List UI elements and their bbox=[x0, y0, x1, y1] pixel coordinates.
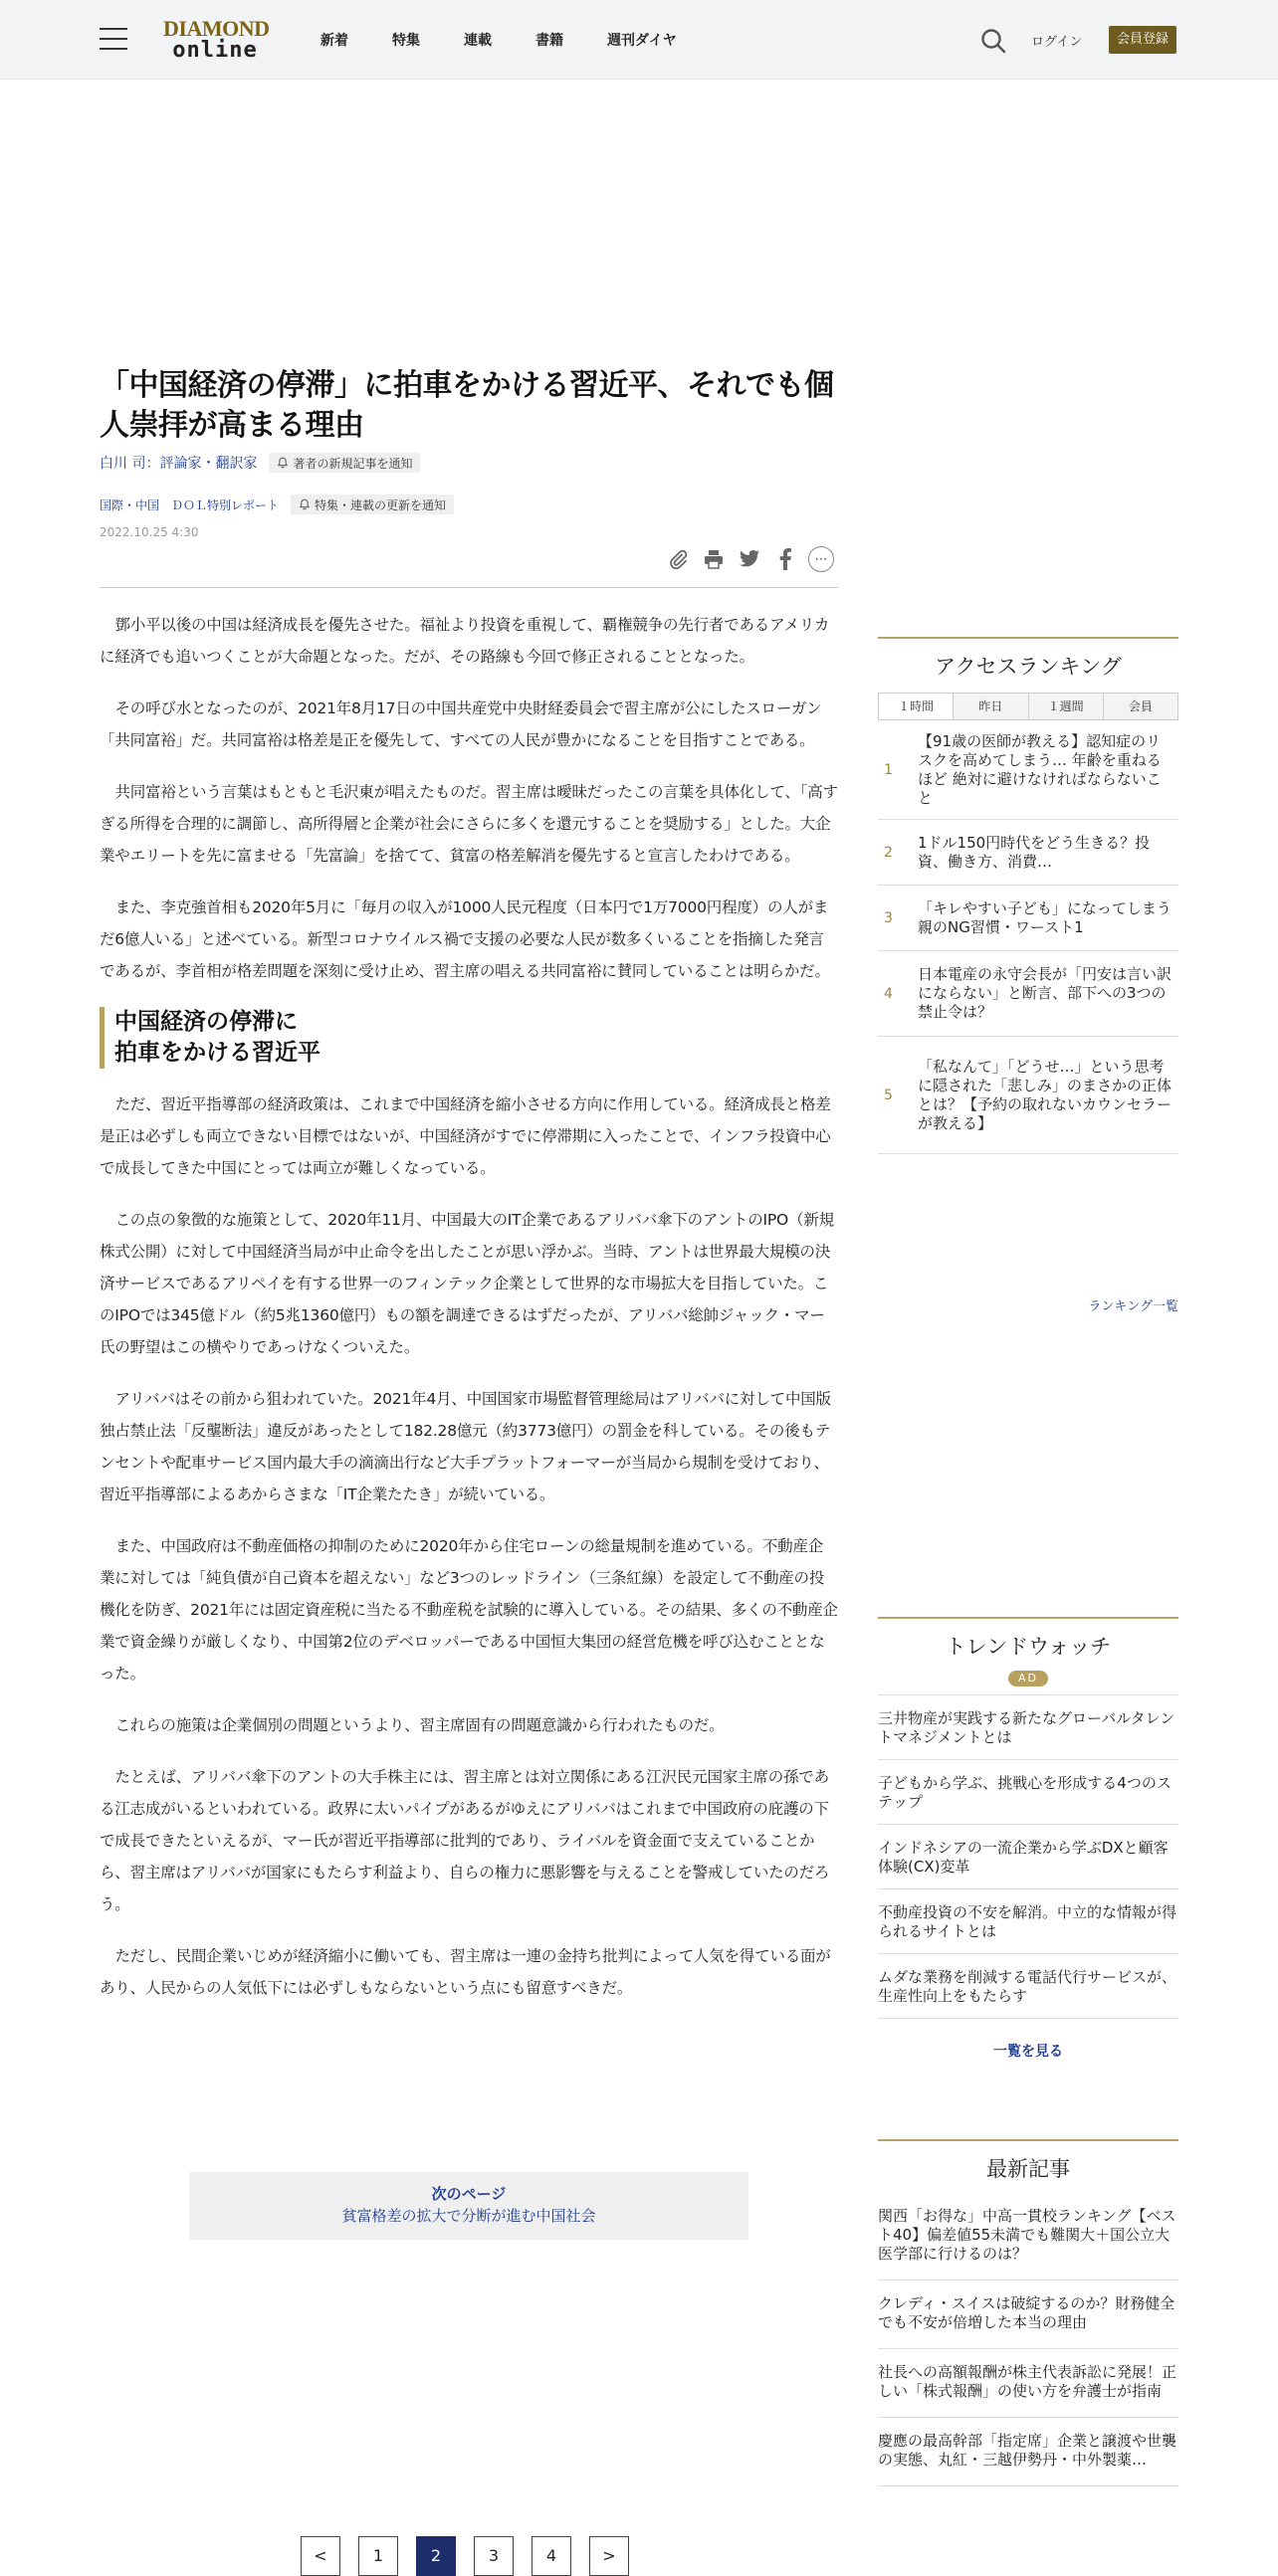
rank-title: 「キレやすい子ども」になってしまう親のNG習慣・ワースト1 bbox=[918, 898, 1172, 936]
nav-series[interactable]: 連載 bbox=[464, 33, 492, 49]
tab-yesterday[interactable]: 昨日 bbox=[953, 694, 1027, 719]
author-row bbox=[100, 453, 420, 473]
login-link[interactable]: ログイン bbox=[1031, 35, 1083, 50]
author-link[interactable]: 白川 司：評論家・翻訳家 bbox=[100, 456, 258, 472]
next-page-title: 貧富格差の拡大で分断が進む中国社会 bbox=[341, 2207, 596, 2225]
share-bar bbox=[665, 545, 834, 573]
rank-number: 4 bbox=[884, 985, 893, 1002]
site-logo[interactable] bbox=[163, 16, 270, 63]
article-title: 「中国経済の停滞」に拍車をかける習近平、それでも個人崇拝が高まる理由 bbox=[100, 368, 834, 443]
trend-item[interactable]: ムダな業務を削減する電話代行サービスが、生産性向上をもたらす bbox=[878, 1954, 1178, 2019]
latest-item[interactable]: 慶應の最高幹部「指定席」企業と譲渡や世襲の実態、丸紅・三越伊勢丹・中外製薬… bbox=[878, 2418, 1178, 2486]
author-follow-button[interactable] bbox=[269, 453, 420, 473]
ranking-item[interactable] bbox=[878, 720, 1178, 820]
pager-prev-button[interactable]: < bbox=[301, 2536, 340, 2576]
article-paragraph: 共同富裕という言葉はもともと毛沢東が唱えたものだ。習主席は曖昧だったこの言葉を具体化して、「高すぎる所得を合理的に調節し、高所得層と企業が社会にさらに多くを還元することを奨励する」とした。大企業やエリートを先に富ませる「先富論」を捨てて、貧富の格差解消を優先すると宣言したわけである。 bbox=[100, 783, 838, 865]
logo-bottom: online bbox=[172, 38, 258, 63]
pagination bbox=[301, 2536, 629, 2576]
trend-item[interactable]: 三井物産が実践する新たなグローバルタレントマネジメントとは bbox=[878, 1695, 1178, 1760]
ranking-item[interactable] bbox=[878, 951, 1178, 1037]
section-heading-line2: 拍車をかける習近平 bbox=[114, 1040, 320, 1066]
article-paragraph: これらの施策は企業個別の問題というより、習主席固有の問題意識から行われたものだ。 bbox=[114, 1716, 725, 1734]
pager-page-4[interactable]: 4 bbox=[532, 2536, 571, 2576]
trend-item[interactable]: インドネシアの一流企業から学ぶDXと顧客体験(CX)変革 bbox=[878, 1825, 1178, 1889]
tab-members[interactable]: 会員 bbox=[1103, 694, 1177, 719]
main-nav bbox=[320, 30, 721, 50]
trend-widget bbox=[878, 1617, 1178, 2061]
rank-title: 1ドル150円時代をどう生きる？投資、働き方、消費… bbox=[918, 833, 1151, 871]
trend-title-text: トレンドウォッチ bbox=[945, 1635, 1112, 1659]
latest-title: 最新記事 bbox=[878, 2139, 1178, 2183]
menu-icon[interactable] bbox=[100, 28, 127, 50]
print-icon[interactable] bbox=[701, 545, 727, 573]
bell-icon bbox=[299, 498, 311, 510]
ranking-item[interactable] bbox=[878, 1037, 1178, 1154]
category-link-china[interactable]: 国際・中国 bbox=[100, 497, 160, 512]
latest-item[interactable]: 社長への高額報酬が株主代表訴訟に発展！正しい「株式報酬」の使い方を弁護士が指南 bbox=[878, 2349, 1178, 2418]
rank-title: 「私なんて」「どうせ…」という思考に隠された「悲しみ」のまさかの正体とは？【予約の取れないカウンセラーが教える】 bbox=[918, 1057, 1172, 1132]
rank-number: 3 bbox=[884, 909, 893, 926]
ranking-more-link[interactable]: ランキング一覧 bbox=[1088, 1299, 1178, 1314]
nav-books[interactable]: 書籍 bbox=[535, 33, 563, 49]
ranking-title: アクセスランキング bbox=[878, 637, 1178, 681]
search-icon[interactable] bbox=[979, 27, 1007, 55]
rank-number: 1 bbox=[884, 761, 893, 778]
article-paragraph: この点の象徴的な施策として、2020年11月、中国最大のIT企業であるアリババ傘下のアントのIPO（新規株式公開）に対して中国経済当局が中止命令を出したことが思い浮かぶ。当時、アントは世界最大規模の決済サービスであるアリペイを有する世界一のフィンテック企業として世界的な市場拡大を目指していた。このIPOでは345億ドル（約5兆1360億円）もの額を調達できるはずだったが、アリババ総帥ジャック・マー氏の野望はこの横やりであっけなくついえた。 bbox=[100, 1211, 834, 1356]
article-paragraph: 鄧小平以後の中国は経済成長を優先させた。福祉より投資を重視して、覇権競争の先行者であるアメリカに経済でも追いつくことが大命題となった。だが、その路線も今回で修正されることとなった。 bbox=[100, 616, 830, 666]
article-body bbox=[100, 609, 838, 2024]
trend-see-all-link[interactable]: 一覧を見る bbox=[993, 2044, 1063, 2060]
category-row bbox=[100, 495, 454, 514]
article-header bbox=[100, 366, 838, 446]
ad-badge: AD bbox=[1008, 1671, 1048, 1686]
trend-title bbox=[878, 1617, 1178, 1688]
series-follow-button[interactable] bbox=[291, 495, 454, 514]
rank-title: 日本電産の永守会長が「円安は言い訳にならない」と断言、部下への3つの禁止令は？ bbox=[918, 965, 1172, 1021]
article-paragraph: また、李克強首相も2020年5月に「毎月の収入が1000人民元程度（日本円で1万7000円程度）の人がまだ6億人いる」と述べている。新型コロナウイルス禍で支援の必要な人民が数多くいることを指摘した発言であるが、李首相が格差問題を深刻に受け止め、習主席の唱える共同富裕に賛同していることは明らかだ。 bbox=[100, 898, 830, 980]
logo-top: DIAMOND bbox=[163, 16, 270, 41]
ranking-item[interactable] bbox=[878, 886, 1178, 951]
nav-features[interactable]: 特集 bbox=[392, 33, 420, 49]
tab-1week[interactable]: １週間 bbox=[1028, 694, 1103, 719]
article-paragraph: たとえば、アリババ傘下のアントの大手株主には、習主席とは対立関係にある江沢民元国家主席の孫である江志成がいるといわれている。政界に太いパイプがあるがゆえにアリババはこれまで中国政府の庇護の下で成長できたといえるが、マー氏が習近平指導部に批判的であり、ライバルを資金面で支えていることから、習主席はアリババが国家にもたらす利益より、自らの権力に悪影響を与えることを警戒していたのだろう。 bbox=[100, 1768, 830, 1913]
section-heading bbox=[100, 1007, 838, 1069]
ranking-widget bbox=[878, 637, 1178, 1154]
register-button[interactable]: 会員登録 bbox=[1109, 26, 1176, 54]
nav-new[interactable]: 新着 bbox=[320, 33, 348, 49]
article-paragraph: その呼び水となったのが、2021年8月17日の中国共産党中央財経委員会で習主席が公にしたスローガン「共同富裕」だ。共同富裕は格差是正を優先して、すべての人民が豊かになることを目指すことである。 bbox=[100, 699, 822, 749]
publish-date: 2022.10.25 4:30 bbox=[100, 525, 199, 539]
rank-number: 2 bbox=[884, 844, 893, 861]
pager-next-button[interactable]: > bbox=[589, 2536, 629, 2576]
section-heading-line1: 中国経済の停滞に bbox=[114, 1009, 298, 1035]
pager-page-1[interactable]: 1 bbox=[358, 2536, 398, 2576]
latest-item[interactable]: クレディ・スイスは破綻するのか？財務健全でも不安が倍増した本当の理由 bbox=[878, 2280, 1178, 2349]
rank-title: 【91歳の医師が教える】認知症のリスクを高めてしまう… 年齢を重ねるほど 絶対に避けなければならないこと bbox=[918, 731, 1162, 807]
ranking-tabs bbox=[878, 693, 1178, 720]
article-paragraph: また、中国政府は不動産価格の抑制のために2020年から住宅ローンの総量規制を進めている。不動産企業に対しては「純負債が自己資本を超えない」など3つのレッドライン（三条紅線）を設定して不動産の投機化を防ぎ、2021年には固定資産税に当たる不動産税を試験的に導入している。その結果、多くの不動産企業で資金繰りが厳しくなり、中国第2位のデベロッパーである中国恒大集団の経営危機を呼び込むこととなった。 bbox=[100, 1537, 838, 1683]
pager-page-2[interactable]: 2 bbox=[416, 2536, 456, 2576]
latest-widget bbox=[878, 2139, 1178, 2486]
clip-icon[interactable] bbox=[665, 545, 691, 573]
article-paragraph: ただ、習近平指導部の経済政策は、これまで中国経済を縮小させる方向に作用している。経済成長と格差是正は必ずしも両立できない目標ではないが、中国経済がすでに停滞期に入ったことで、インフラ投資中心で成長してきた中国にとっては両立が難しくなっている。 bbox=[100, 1095, 831, 1177]
pager-page-3[interactable]: 3 bbox=[474, 2536, 514, 2576]
bell-icon bbox=[277, 457, 289, 469]
tab-1hour[interactable]: １時間 bbox=[879, 694, 953, 719]
site-header bbox=[0, 0, 1278, 80]
article-paragraph: アリババはその前から狙われていた。2021年4月、中国国家市場監督管理総局はアリババに対して中国版独占禁止法「反壟断法」違反があったとして182.28億元（約3773億円）の罰金を科している。その後もテンセントや配車サービス国内最大手の滴滴出行など大手プラットフォーマーが当局から規制を受けており、習近平指導部によるあからさまな「IT企業たたき」が続いている。 bbox=[100, 1390, 831, 1503]
next-page-link[interactable] bbox=[189, 2172, 748, 2240]
twitter-icon[interactable] bbox=[737, 545, 762, 573]
author-follow-label: 著者の新規記事を通知 bbox=[293, 456, 413, 471]
ranking-item[interactable] bbox=[878, 820, 1178, 886]
article-divider bbox=[100, 587, 838, 588]
latest-item[interactable]: 関西「お得な」中高一貫校ランキング【ベスト40】偏差値55未満でも難関大＋国公立大医学部に行けるのは？ bbox=[878, 2193, 1178, 2280]
more-options-icon[interactable]: ⋯ bbox=[808, 546, 834, 572]
trend-item[interactable]: 不動産投資の不安を解消。中立的な情報が得られるサイトとは bbox=[878, 1889, 1178, 1954]
article-paragraph: ただし、民間企業いじめが経済縮小に働いても、習主席は一連の金持ち批判によって人気を得ている面があり、人民からの人気低下には必ずしもならないという点にも留意すべきだ。 bbox=[100, 1947, 831, 1997]
series-follow-label: 特集・連載の更新を通知 bbox=[315, 497, 447, 512]
rank-number: 5 bbox=[884, 1087, 893, 1103]
next-page-label: 次のページ bbox=[431, 2185, 507, 2203]
trend-item[interactable]: 子どもから学ぶ、挑戦心を形成する4つのステップ bbox=[878, 1760, 1178, 1825]
nav-weekly[interactable]: 週刊ダイヤ bbox=[607, 33, 677, 49]
facebook-icon[interactable] bbox=[772, 545, 798, 573]
category-link-report[interactable]: ＤＯＬ特別レポート bbox=[171, 497, 280, 512]
